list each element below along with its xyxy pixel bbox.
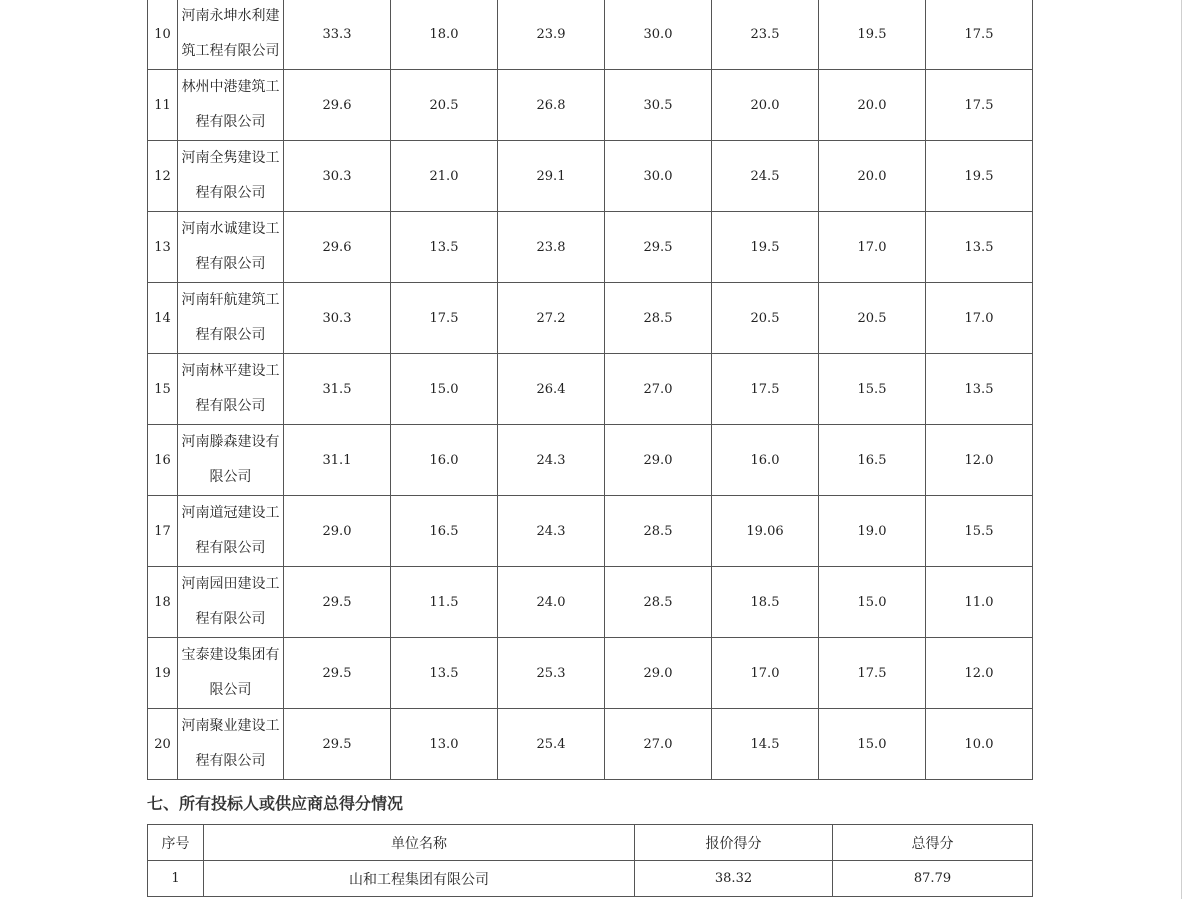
cell-serial-no: 13 (148, 212, 178, 283)
cell-serial-no: 14 (148, 283, 178, 354)
cell-score-6: 20.0 (819, 70, 926, 141)
cell-company-name: 林州中港建筑工程有限公司 (178, 70, 284, 141)
cell-score-7: 17.0 (926, 283, 1033, 354)
cell-company-name: 河南聚业建设工程有限公司 (178, 709, 284, 780)
cell-score-1: 31.5 (284, 354, 391, 425)
cell-score-3: 25.4 (498, 709, 605, 780)
cell-price-score: 38.32 (635, 861, 833, 897)
cell-score-6: 15.0 (819, 567, 926, 638)
cell-score-3: 24.3 (498, 425, 605, 496)
cell-score-7: 10.0 (926, 709, 1033, 780)
cell-serial-no: 18 (148, 567, 178, 638)
cell-company-name: 河南水诚建设工程有限公司 (178, 212, 284, 283)
cell-score-6: 15.0 (819, 709, 926, 780)
cell-serial-no: 12 (148, 141, 178, 212)
cell-score-7: 12.0 (926, 638, 1033, 709)
cell-score-2: 13.0 (391, 709, 498, 780)
cell-score-5: 17.0 (712, 638, 819, 709)
cell-total-score: 87.79 (833, 861, 1033, 897)
cell-score-3: 27.2 (498, 283, 605, 354)
cell-company-name: 河南林平建设工程有限公司 (178, 354, 284, 425)
cell-score-1: 31.1 (284, 425, 391, 496)
cell-score-1: 30.3 (284, 283, 391, 354)
cell-score-4: 27.0 (605, 354, 712, 425)
cell-score-6: 17.5 (819, 638, 926, 709)
cell-score-5: 19.06 (712, 496, 819, 567)
cell-score-1: 29.5 (284, 567, 391, 638)
table-row (148, 496, 1033, 567)
cell-score-3: 24.0 (498, 567, 605, 638)
cell-company-name: 河南道冠建设工程有限公司 (178, 496, 284, 567)
cell-score-3: 24.3 (498, 496, 605, 567)
header-price-score: 报价得分 (635, 825, 833, 861)
cell-score-4: 27.0 (605, 709, 712, 780)
cell-score-2: 20.5 (391, 70, 498, 141)
cell-score-5: 14.5 (712, 709, 819, 780)
cell-serial-no: 16 (148, 425, 178, 496)
cell-score-1: 33.3 (284, 0, 391, 70)
cell-score-5: 17.5 (712, 354, 819, 425)
cell-score-4: 30.0 (605, 141, 712, 212)
cell-score-2: 18.0 (391, 0, 498, 70)
header-total-score: 总得分 (833, 825, 1033, 861)
cell-serial-no: 10 (148, 0, 178, 70)
cell-score-2: 11.5 (391, 567, 498, 638)
header-serial-no: 序号 (148, 825, 204, 861)
total-score-table (147, 824, 1033, 897)
cell-score-5: 16.0 (712, 425, 819, 496)
table-row (148, 425, 1033, 496)
cell-score-3: 29.1 (498, 141, 605, 212)
cell-score-5: 19.5 (712, 212, 819, 283)
cell-score-1: 29.0 (284, 496, 391, 567)
cell-score-4: 30.0 (605, 0, 712, 70)
cell-company-name: 宝泰建设集团有限公司 (178, 638, 284, 709)
cell-score-1: 29.6 (284, 70, 391, 141)
cell-score-3: 23.9 (498, 0, 605, 70)
cell-score-6: 17.0 (819, 212, 926, 283)
cell-serial-no: 17 (148, 496, 178, 567)
cell-score-6: 19.0 (819, 496, 926, 567)
table-row (148, 567, 1033, 638)
cell-company-name: 河南全隽建设工程有限公司 (178, 141, 284, 212)
header-company-name: 单位名称 (204, 825, 635, 861)
cell-score-2: 16.0 (391, 425, 498, 496)
cell-score-4: 28.5 (605, 567, 712, 638)
cell-company-name: 河南轩航建筑工程有限公司 (178, 283, 284, 354)
cell-score-6: 20.0 (819, 141, 926, 212)
expert-score-table (147, 0, 1033, 780)
cell-score-7: 17.5 (926, 0, 1033, 70)
cell-serial-no: 15 (148, 354, 178, 425)
cell-score-1: 29.5 (284, 638, 391, 709)
cell-score-7: 11.0 (926, 567, 1033, 638)
cell-score-1: 29.5 (284, 709, 391, 780)
cell-score-4: 28.5 (605, 283, 712, 354)
cell-company-name: 山和工程集团有限公司 (204, 861, 635, 897)
cell-score-5: 20.5 (712, 283, 819, 354)
cell-score-6: 15.5 (819, 354, 926, 425)
cell-serial-no: 1 (148, 861, 204, 897)
table-row (148, 354, 1033, 425)
table-row (148, 0, 1033, 70)
cell-score-6: 16.5 (819, 425, 926, 496)
cell-score-6: 20.5 (819, 283, 926, 354)
table-row (148, 70, 1033, 141)
section-seven-heading: 七、所有投标人或供应商总得分情况 (147, 794, 404, 813)
cell-company-name: 河南滕森建设有限公司 (178, 425, 284, 496)
cell-score-2: 17.5 (391, 283, 498, 354)
cell-score-5: 18.5 (712, 567, 819, 638)
page-right-border (1181, 0, 1182, 899)
cell-company-name: 河南永坤水利建筑工程有限公司 (178, 0, 284, 70)
cell-score-5: 23.5 (712, 0, 819, 70)
cell-score-2: 16.5 (391, 496, 498, 567)
cell-score-5: 24.5 (712, 141, 819, 212)
cell-score-2: 21.0 (391, 141, 498, 212)
cell-score-3: 26.8 (498, 70, 605, 141)
table-row (148, 212, 1033, 283)
cell-score-7: 13.5 (926, 354, 1033, 425)
cell-score-7: 19.5 (926, 141, 1033, 212)
cell-score-2: 13.5 (391, 212, 498, 283)
cell-score-4: 28.5 (605, 496, 712, 567)
cell-score-3: 26.4 (498, 354, 605, 425)
cell-score-4: 29.5 (605, 212, 712, 283)
cell-serial-no: 19 (148, 638, 178, 709)
cell-score-1: 29.6 (284, 212, 391, 283)
table-row (148, 283, 1033, 354)
cell-score-7: 17.5 (926, 70, 1033, 141)
table-row (148, 709, 1033, 780)
cell-score-3: 23.8 (498, 212, 605, 283)
cell-score-4: 30.5 (605, 70, 712, 141)
cell-score-1: 30.3 (284, 141, 391, 212)
cell-score-2: 13.5 (391, 638, 498, 709)
cell-score-7: 12.0 (926, 425, 1033, 496)
cell-score-7: 13.5 (926, 212, 1033, 283)
cell-score-2: 15.0 (391, 354, 498, 425)
cell-score-3: 25.3 (498, 638, 605, 709)
cell-score-6: 19.5 (819, 0, 926, 70)
cell-company-name: 河南园田建设工程有限公司 (178, 567, 284, 638)
table-row (148, 141, 1033, 212)
table-header-row (148, 825, 1033, 861)
cell-score-4: 29.0 (605, 638, 712, 709)
table-row (148, 638, 1033, 709)
table-row (148, 861, 1033, 897)
cell-score-4: 29.0 (605, 425, 712, 496)
cell-serial-no: 11 (148, 70, 178, 141)
cell-serial-no: 20 (148, 709, 178, 780)
cell-score-7: 15.5 (926, 496, 1033, 567)
cell-score-5: 20.0 (712, 70, 819, 141)
